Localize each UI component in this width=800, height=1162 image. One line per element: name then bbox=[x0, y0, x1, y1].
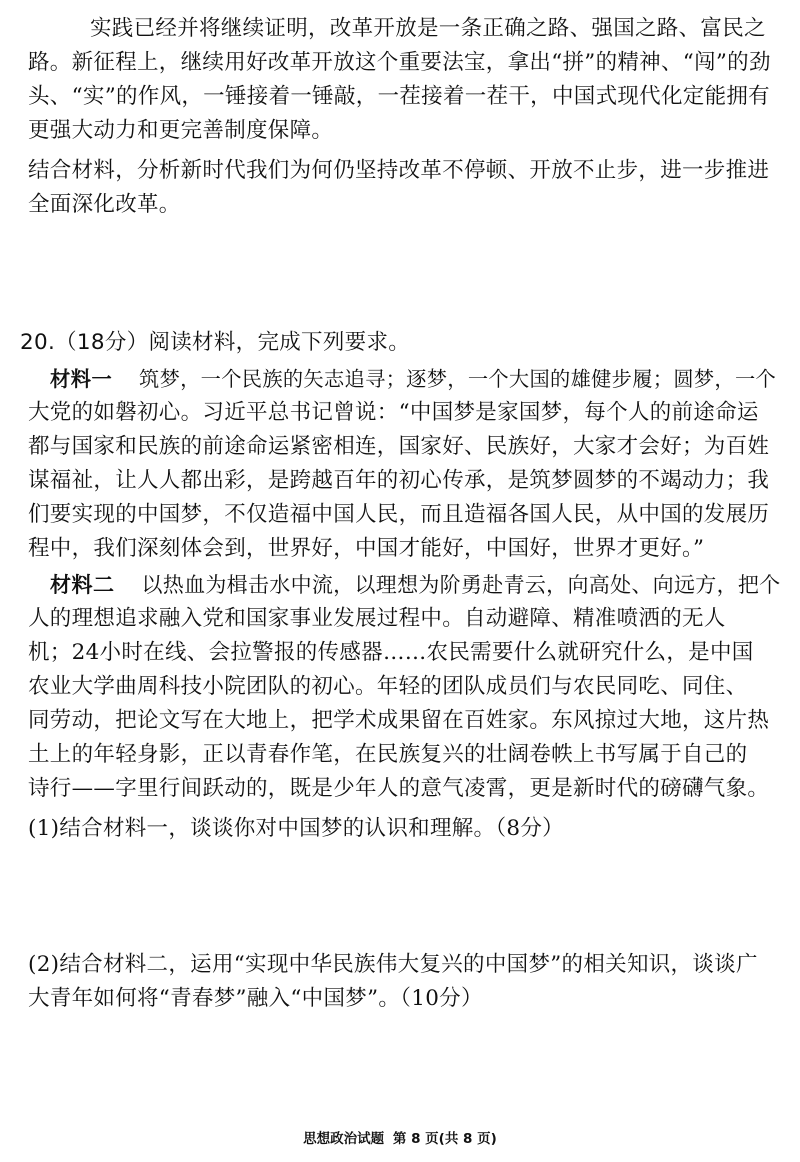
material2-text-1: 以热血为楫击水中流，以理想为阶勇赴青云，向高处、向远方，把个 bbox=[141, 573, 781, 597]
material1-line-2: 大党的如磐初心。习近平总书记曾说：“中国梦是家国梦，每个人的前途命运 bbox=[28, 400, 759, 425]
material-prev-line-1: 实践已经并将继续证明，改革开放是一条正确之路、强国之路、富民之 bbox=[90, 16, 766, 41]
material1-line-1 bbox=[50, 362, 776, 396]
material-prev-line-2: 路。新征程上，继续用好改革开放这个重要法宝，拿出“拼”的精神、“闯”的劲 bbox=[28, 50, 771, 75]
material2-line-6: 土上的年轻身影，正以青春作笔，在民族复兴的壮阔卷帙上书写属于自己的 bbox=[28, 742, 748, 767]
material1-label: 材料一 bbox=[50, 367, 113, 391]
footer-subject: 思想政治试题 bbox=[303, 1131, 385, 1147]
material1-line-3: 都与国家和民族的前途命运紧密相连，国家好、民族好，大家才会好；为百姓 bbox=[28, 434, 770, 459]
material1-line-4: 谋福祉，让人人都出彩，是跨越百年的初心传承，是筑梦圆梦的不竭动力；我 bbox=[28, 468, 770, 493]
material2-line-3: 机；24小时在线、会拉警报的传感器……农民需要什么就研究什么，是中国 bbox=[28, 640, 754, 665]
material2-line-2: 人的理想追求融入党和国家事业发展过程中。自动避障、精准喷洒的无人 bbox=[28, 606, 726, 631]
page-footer bbox=[0, 1127, 800, 1147]
material-prev-line-4: 更强大动力和更完善制度保障。 bbox=[28, 118, 334, 143]
material2-line-4: 农业大学曲周科技小院团队的初心。年轻的团队成员们与农民同吃、同住、 bbox=[28, 674, 748, 699]
material2-line-7: 诗行——字里行间跃动的，既是少年人的意气凌霄，更是新时代的磅礴气象。 bbox=[28, 776, 770, 801]
material-prev-line-3: 头、“实”的作风，一锤接着一锤敲，一茬接着一茬干，中国式现代化定能拥有 bbox=[28, 84, 770, 109]
subquestion-2-line-1: (2)结合材料二，运用“实现中华民族伟大复兴的中国梦”的相关知识，谈谈广 bbox=[28, 952, 758, 977]
material1-line-6: 程中，我们深刻体会到，世界好，中国才能好，中国好，世界才更好。” bbox=[28, 536, 705, 561]
material2-line-1 bbox=[50, 568, 780, 602]
footer-page-number: 第 8 页(共 8 页) bbox=[392, 1131, 497, 1147]
material1-text-1: 筑梦，一个民族的矢志追寻；逐梦，一个大国的雄健步履；圆梦，一个 bbox=[139, 367, 777, 391]
subquestion-1: (1)结合材料一，谈谈你对中国梦的认识和理解。（8分） bbox=[28, 816, 564, 841]
question-20-header: 20.（18分）阅读材料，完成下列要求。 bbox=[20, 330, 411, 355]
material1-line-5: 们要实现的中国梦，不仅造福中国人民，而且造福各国人民，从中国的发展历 bbox=[28, 502, 770, 527]
question-prev-line-1: 结合材料，分析新时代我们为何仍坚持改革不停顿、开放不止步，进一步推进 bbox=[28, 158, 770, 183]
question-prev-line-2: 全面深化改革。 bbox=[28, 192, 181, 217]
material2-line-5: 同劳动，把论文写在大地上，把学术成果留在百姓家。东风掠过大地，这片热 bbox=[28, 708, 770, 733]
subquestion-2-line-2: 大青年如何将“青春梦”融入“中国梦”。（10分） bbox=[28, 986, 483, 1011]
material2-label: 材料二 bbox=[50, 573, 115, 597]
